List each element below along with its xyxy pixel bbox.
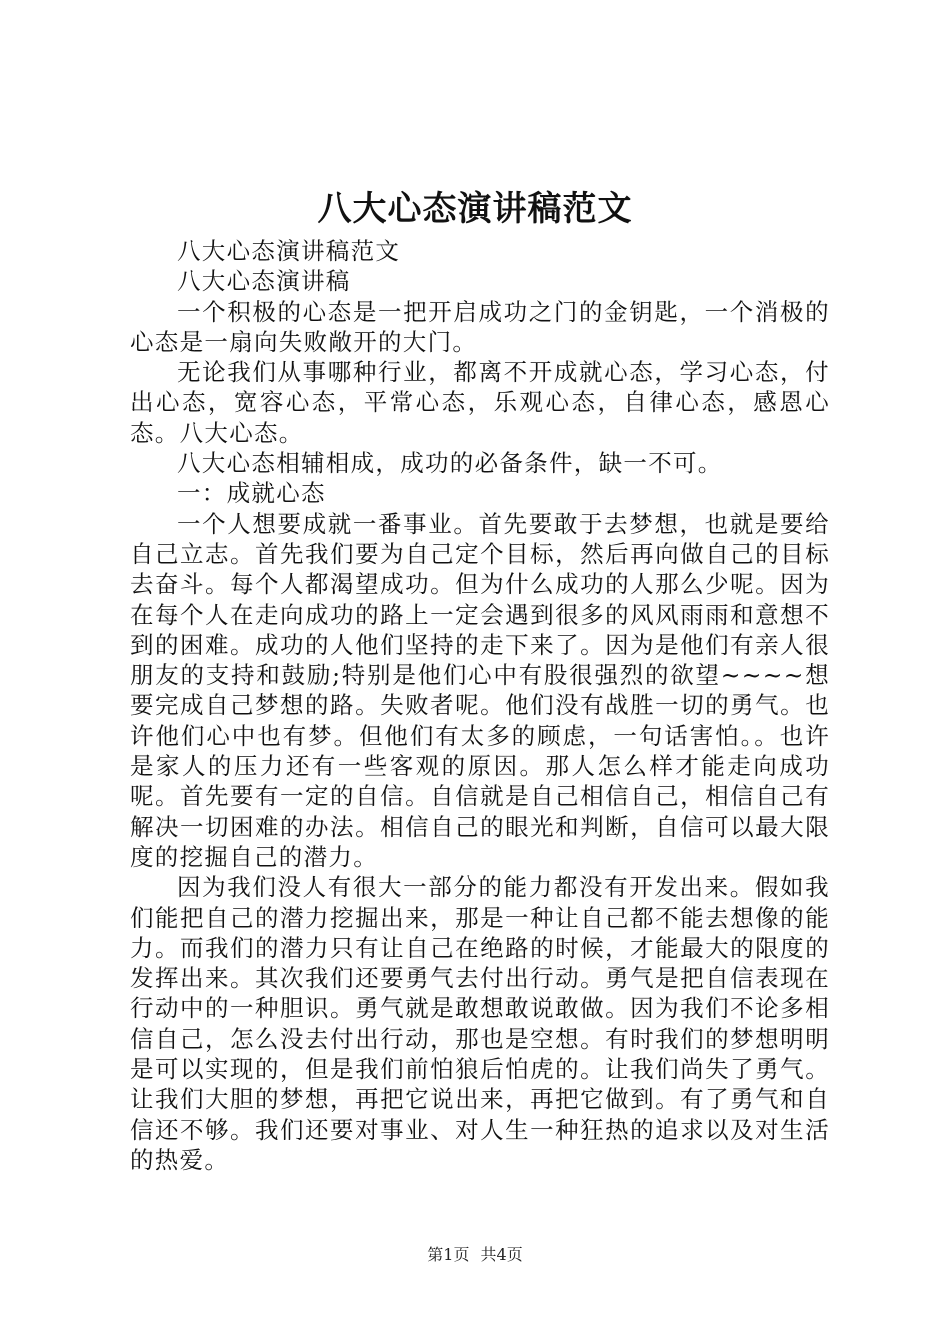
- page-number: 第1页: [427, 1245, 470, 1264]
- document-body: [130, 236, 830, 1175]
- paragraph-heading: 八大心态演讲稿: [177, 267, 351, 296]
- paragraph-subtitle: 八大心态演讲稿范文: [177, 237, 401, 265]
- paragraph: 八大心态相辅相成，成功的必备条件，缺一不可。: [177, 449, 723, 478]
- paragraph: 一个积极的心态是一把开启成功之门的金钥匙，一个消极的心态是一扇向失败敞开的大门。: [130, 297, 830, 356]
- paragraph: 一个人想要成就一番事业。首先要敢于去梦想，也就是要给自己立志。首先我们要为自己定个目标，然后再向做自己的目标去奋斗。每个人都渴望成功。但为什么成功的人那么少呢。因为在每个人在走向成功的路上一定会遇到很多的风风雨雨和意想不到的困难。成功的人他们坚持的走下来了。因为是他们有亲人很朋友的支持和鼓励;特别是他们心中有股很强烈的欲望~~~~想要完成自己梦想的路。失败者呢。他们没有战胜一切的勇气。也许他们心中也有梦。但他们有太多的顾虑，一句话害怕。。也许是家人的压力还有一些客观的原因。那人怎么样才能走向成功呢。首先要有一定的自信。自信就是自己相信自己，相信自己有解决一切困难的办法。相信自己的眼光和判断，自信可以最大限度的挖掘自己的潜力。: [130, 509, 830, 871]
- section-heading: 一：成就心态: [177, 479, 326, 508]
- page-total: 共4页: [480, 1245, 523, 1264]
- document-title: 八大心态演讲稿范文: [317, 189, 633, 229]
- paragraph: 因为我们没人有很大一部分的能力都没有开发出来。假如我们能把自己的潜力挖掘出来，那是一种让自己都不能去想像的能力。而我们的潜力只有让自己在绝路的时候，才能最大的限度的发挥出来。其次我们还要勇气去付出行动。勇气是把自信表现在行动中的一种胆识。勇气就是敢想敢说敢做。因为我们不论多相信自己，怎么没去付出行动，那也是空想。有时我们的梦想明明是可以实现的，但是我们前怕狼后怕虎的。让我们尚失了勇气。让我们大胆的梦想，再把它说出来，再把它做到。有了勇气和自信还不够。我们还要对事业、对人生一种狂热的追求以及对生活的热爱。: [130, 873, 830, 1174]
- page-footer: [0, 1244, 950, 1266]
- paragraph: 无论我们从事哪种行业，都离不开成就心态，学习心态，付出心态，宽容心态，平常心态，乐观心态，自律心态，感恩心态。八大心态。: [130, 358, 830, 447]
